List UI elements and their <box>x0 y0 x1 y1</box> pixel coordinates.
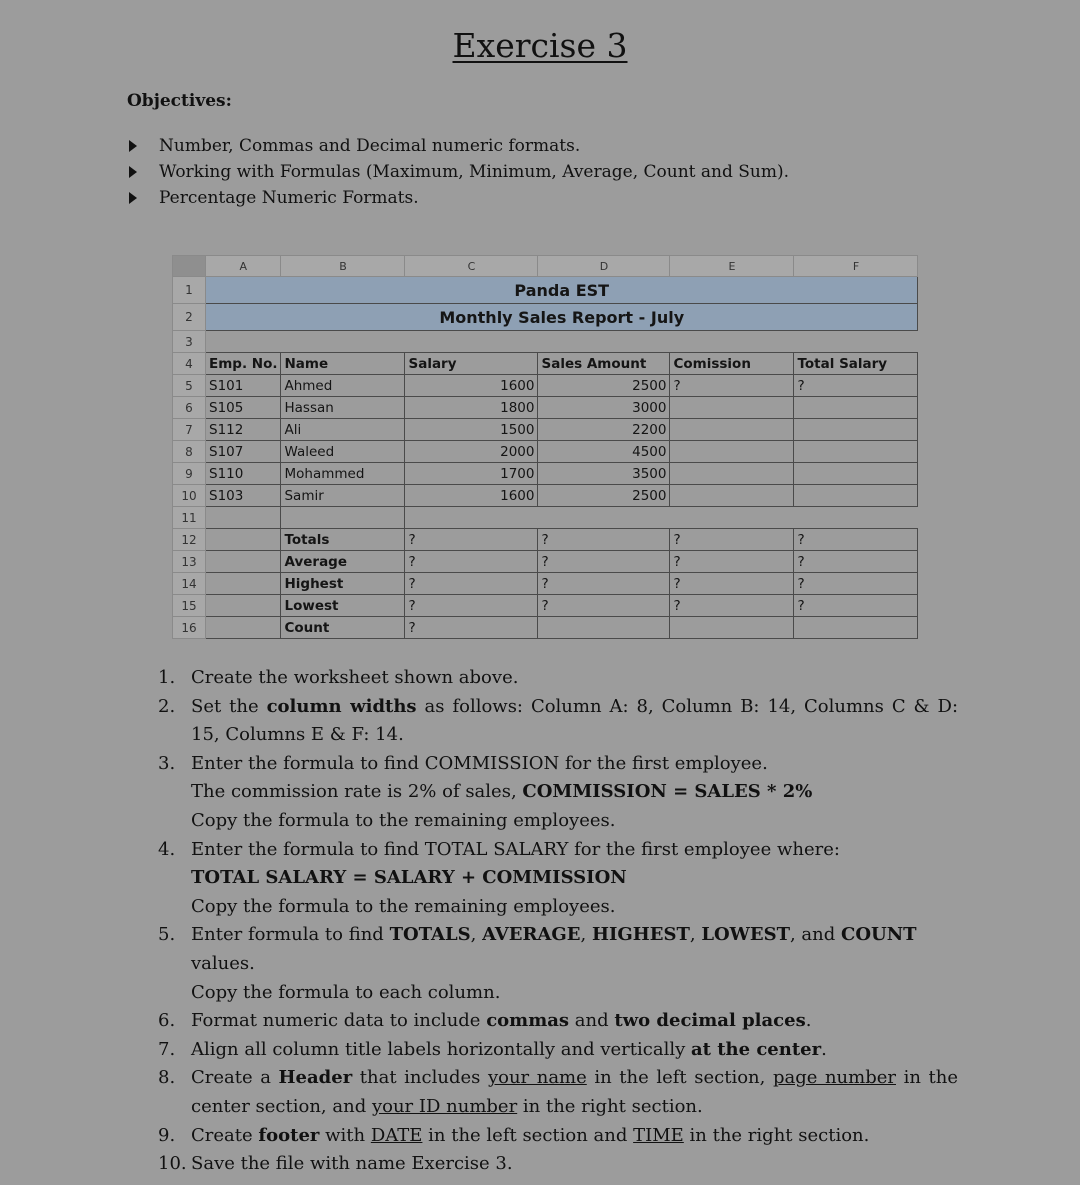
cell[interactable] <box>206 551 281 573</box>
row-header[interactable]: 3 <box>173 331 206 353</box>
summary-row <box>173 529 918 551</box>
cell[interactable]: ? <box>794 375 918 397</box>
cell[interactable] <box>405 507 918 529</box>
cell[interactable]: ? <box>794 529 918 551</box>
row-header[interactable]: 13 <box>173 551 206 573</box>
cell[interactable] <box>206 573 281 595</box>
cell[interactable]: 1800 <box>405 397 538 419</box>
cell[interactable] <box>794 419 918 441</box>
select-all-corner[interactable] <box>173 256 206 277</box>
row-header[interactable]: 6 <box>173 397 206 419</box>
objective-item: Number, Commas and Decimal numeric formats. <box>127 133 789 159</box>
cell[interactable]: ? <box>794 573 918 595</box>
cell[interactable]: ? <box>538 573 670 595</box>
summary-label[interactable]: Highest <box>281 573 405 595</box>
cell[interactable]: Ahmed <box>281 375 405 397</box>
cell[interactable]: 2500 <box>538 485 670 507</box>
header-cell[interactable]: Sales Amount <box>538 353 670 375</box>
instruction-item: 5. Enter formula to find TOTALS, AVERAGE, HIGHEST, LOWEST, and COUNT values. Copy the formula to each column. <box>158 924 917 1003</box>
cell[interactable]: ? <box>405 595 538 617</box>
cell[interactable]: S107 <box>206 441 281 463</box>
cell[interactable]: 2200 <box>538 419 670 441</box>
row-header[interactable]: 15 <box>173 595 206 617</box>
table-row <box>173 375 918 397</box>
instruction-item: 9. Create footer with DATE in the left section and TIME in the right section. <box>158 1124 870 1146</box>
cell[interactable]: 1500 <box>405 419 538 441</box>
bullet-arrow-icon <box>129 140 137 152</box>
cell[interactable]: ? <box>405 551 538 573</box>
header-row <box>173 353 918 375</box>
report-title-cell[interactable]: Monthly Sales Report - July <box>206 304 918 331</box>
summary-row <box>173 573 918 595</box>
cell[interactable] <box>794 397 918 419</box>
cell[interactable]: 1600 <box>405 375 538 397</box>
row-header[interactable]: 7 <box>173 419 206 441</box>
instruction-item: 4. Enter the formula to find TOTAL SALARY for the first employee where: TOTAL SALARY = SALARY + COMMISSION Copy the formula to the remaining employees. <box>158 838 840 917</box>
summary-label[interactable]: Totals <box>281 529 405 551</box>
table-row <box>173 463 918 485</box>
row-header[interactable]: 4 <box>173 353 206 375</box>
bullet-arrow-icon <box>129 166 137 178</box>
cell[interactable]: ? <box>670 551 794 573</box>
table-row <box>173 441 918 463</box>
row-header[interactable]: 14 <box>173 573 206 595</box>
cell[interactable] <box>794 485 918 507</box>
sheet-row <box>173 507 918 529</box>
cell[interactable] <box>670 617 794 639</box>
objectives-list <box>127 133 789 211</box>
cell[interactable]: ? <box>405 573 538 595</box>
row-header[interactable]: 16 <box>173 617 206 639</box>
column-header[interactable]: A <box>206 256 281 277</box>
empty-row[interactable] <box>206 331 918 353</box>
objective-item: Percentage Numeric Formats. <box>127 185 789 211</box>
cell[interactable]: ? <box>405 529 538 551</box>
column-header-row <box>173 256 918 277</box>
row-header[interactable]: 1 <box>173 277 206 304</box>
objective-item: Working with Formulas (Maximum, Minimum, Average, Count and Sum). <box>127 159 789 185</box>
cell[interactable]: S103 <box>206 485 281 507</box>
cell[interactable]: 3500 <box>538 463 670 485</box>
cell[interactable] <box>206 595 281 617</box>
column-header[interactable]: D <box>538 256 670 277</box>
company-title-cell[interactable]: Panda EST <box>206 277 918 304</box>
cell[interactable] <box>670 397 794 419</box>
cell[interactable]: ? <box>794 551 918 573</box>
cell[interactable] <box>794 617 918 639</box>
summary-row <box>173 617 918 639</box>
instruction-item: 8. Create a Header that includes your name in the left section, page number in the center section, and your ID number in the right section. <box>158 1067 958 1117</box>
cell[interactable] <box>206 529 281 551</box>
cell[interactable] <box>794 441 918 463</box>
cell[interactable]: 3000 <box>538 397 670 419</box>
column-header[interactable]: C <box>405 256 538 277</box>
cell[interactable]: Mohammed <box>281 463 405 485</box>
sheet-row <box>173 277 918 304</box>
column-header[interactable]: B <box>281 256 405 277</box>
instruction-list <box>158 664 958 1179</box>
instruction-item: 2. Set the column widths as follows: Column A: 8, Column B: 14, Columns C & D: 15, Columns E & F: 14. <box>158 695 959 746</box>
cell[interactable]: S105 <box>206 397 281 419</box>
summary-row <box>173 551 918 573</box>
cell[interactable]: ? <box>538 551 670 573</box>
column-header[interactable]: E <box>670 256 794 277</box>
cell[interactable] <box>206 617 281 639</box>
cell[interactable] <box>538 617 670 639</box>
cell[interactable]: S101 <box>206 375 281 397</box>
cell[interactable]: Waleed <box>281 441 405 463</box>
instruction-item: 10. Save the file with name Exercise 3. <box>158 1153 513 1175</box>
spreadsheet <box>172 255 918 639</box>
cell[interactable]: ? <box>538 595 670 617</box>
cell[interactable] <box>670 463 794 485</box>
instruction-item: 1. Create the worksheet shown above. <box>158 667 519 688</box>
instruction-item: 3. Enter the formula to find COMMISSION for the first employee. The commission rate is 2% of sales, COMMISSION = SALES * 2% Copy the formula to the remaining employees. <box>158 752 813 831</box>
header-cell[interactable]: Name <box>281 353 405 375</box>
row-header[interactable]: 8 <box>173 441 206 463</box>
row-header[interactable]: 11 <box>173 507 206 529</box>
cell[interactable]: S112 <box>206 419 281 441</box>
row-header[interactable]: 9 <box>173 463 206 485</box>
table-row <box>173 485 918 507</box>
cell[interactable]: Samir <box>281 485 405 507</box>
cell[interactable]: 2000 <box>405 441 538 463</box>
bullet-arrow-icon <box>129 192 137 204</box>
sheet-row <box>173 331 918 353</box>
cell[interactable]: 1600 <box>405 485 538 507</box>
summary-label[interactable]: Count <box>281 617 405 639</box>
cell[interactable]: 4500 <box>538 441 670 463</box>
cell[interactable] <box>281 507 405 529</box>
cell[interactable]: Ali <box>281 419 405 441</box>
header-cell[interactable]: Emp. No. <box>206 353 281 375</box>
summary-label[interactable]: Average <box>281 551 405 573</box>
summary-label[interactable]: Lowest <box>281 595 405 617</box>
cell[interactable] <box>206 507 281 529</box>
summary-row <box>173 595 918 617</box>
table-row <box>173 419 918 441</box>
header-cell[interactable]: Comission <box>670 353 794 375</box>
cell[interactable]: ? <box>670 529 794 551</box>
cell[interactable]: ? <box>670 573 794 595</box>
cell[interactable]: ? <box>405 617 538 639</box>
header-cell[interactable]: Total Salary <box>794 353 918 375</box>
instruction-item: 7. Align all column title labels horizontally and vertically at the center. <box>158 1038 827 1060</box>
cell[interactable] <box>670 419 794 441</box>
sheet-row <box>173 304 918 331</box>
cell[interactable] <box>670 441 794 463</box>
cell[interactable] <box>794 463 918 485</box>
cell[interactable]: ? <box>670 375 794 397</box>
instruction-item: 6. Format numeric data to include commas and two decimal places. <box>158 1010 812 1032</box>
cell[interactable]: 1700 <box>405 463 538 485</box>
cell[interactable]: 2500 <box>538 375 670 397</box>
table-row <box>173 397 918 419</box>
row-header[interactable]: 2 <box>173 304 206 331</box>
cell[interactable]: S110 <box>206 463 281 485</box>
column-header[interactable]: F <box>794 256 918 277</box>
cell[interactable] <box>670 485 794 507</box>
row-header[interactable]: 12 <box>173 529 206 551</box>
row-header[interactable]: 5 <box>173 375 206 397</box>
header-cell[interactable]: Salary <box>405 353 538 375</box>
page-title: Exercise 3 <box>452 26 628 65</box>
cell[interactable]: ? <box>670 595 794 617</box>
objectives-heading: Objectives: <box>127 91 232 111</box>
cell[interactable]: ? <box>538 529 670 551</box>
row-header[interactable]: 10 <box>173 485 206 507</box>
cell[interactable]: ? <box>794 595 918 617</box>
cell[interactable]: Hassan <box>281 397 405 419</box>
